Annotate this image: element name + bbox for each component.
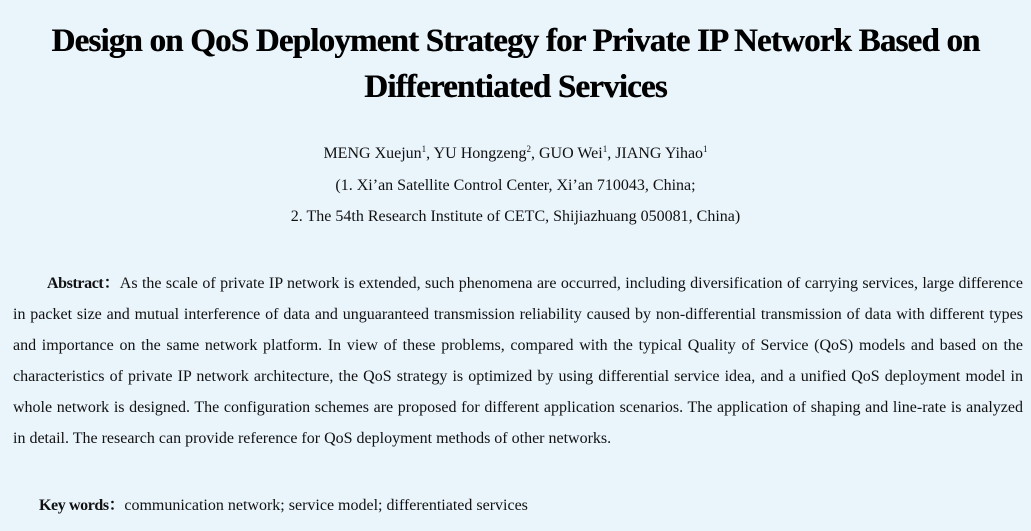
- author-affiliation-mark: 1: [421, 144, 427, 154]
- affiliation-line: 2. The 54th Research Institute of CETC, Shijiazhuang 050081, China): [290, 208, 741, 225]
- keywords-text: communication network; service model; differentiated services: [124, 497, 528, 514]
- author-affiliation-mark: 1: [602, 144, 608, 154]
- author-affiliation-mark: 1: [703, 144, 708, 154]
- abstract-label: Abstract：: [47, 275, 120, 292]
- keywords-line: [39, 490, 528, 521]
- author-separator: ,: [607, 145, 616, 162]
- author-affiliation-mark: 2: [526, 144, 531, 154]
- author-separator: ,: [530, 145, 539, 162]
- author-name: YU Hongzeng: [433, 145, 527, 162]
- paper-title: Design on QoS Deployment Strategy for Private IP Network Based on Differentiated Services: [51, 23, 980, 105]
- author-list: [0, 142, 1031, 166]
- abstract-paragraph: [13, 268, 1023, 454]
- affiliation-line: (1. Xi’an Satellite Control Center, Xi’an 710043, China;: [335, 177, 696, 194]
- author-name: JIANG Yihao: [615, 145, 704, 162]
- author-name: GUO Wei: [538, 145, 603, 162]
- keywords-label: Key words：: [39, 497, 125, 514]
- abstract-text: As the scale of private IP network is extended, such phenomena are occurred, including diversification of carrying services, large difference in packet size and mutual interference of data and unguaranteed transmission reliability caused by non-differential transmission of data with different types and importance on the same network platform. In view of these problems, compared with the typical Quality of Service (QoS) models and based on the characteristics of private IP network architecture, the QoS strategy is optimized by using differential service idea, and a unified QoS deployment model in whole network is designed. The configuration schemes are proposed for different application scenarios. The application of shaping and line-rate is analyzed in detail. The research can provide reference for QoS deployment methods of other networks.: [13, 275, 1024, 447]
- author-name: MENG Xuejun: [323, 145, 422, 162]
- author-separator: ,: [426, 145, 434, 162]
